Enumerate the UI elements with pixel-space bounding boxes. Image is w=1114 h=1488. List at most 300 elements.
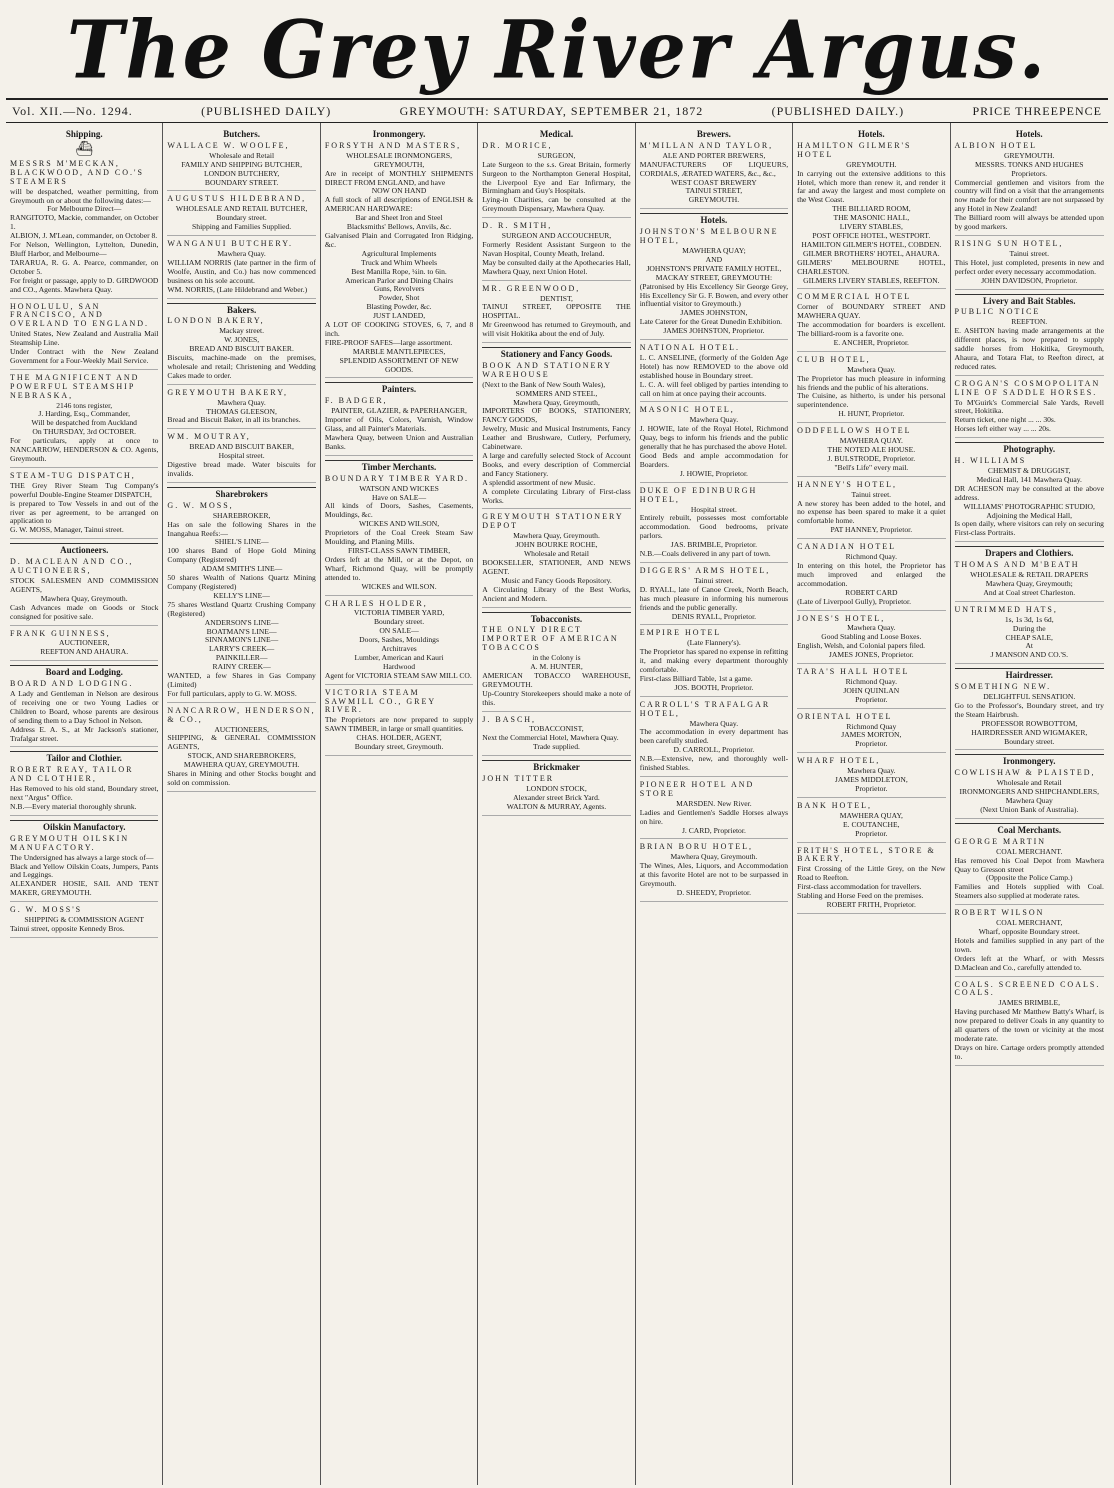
advertisement-line: SPLENDID ASSORTMENT OF NEW GOODS. bbox=[339, 355, 459, 374]
advertisement bbox=[797, 481, 945, 539]
advertisement-line: Proprietor. bbox=[855, 739, 888, 749]
advertisement-title: ORIENTAL HOTEL bbox=[797, 711, 893, 721]
advertisement-line: (Patronised by His Excellency Sir George Grey, His Excellency Sir G. F. Bowen, and every other influential visitor to Greymouth.) bbox=[639, 281, 789, 309]
advertisement-line: ROBERT FRITH, Proprietor. bbox=[826, 899, 916, 909]
advertisement-line: Drays on hire. Cartage orders promptly attended to. bbox=[954, 1042, 1104, 1061]
advertisement-title: ODDFELLOWS HOTEL bbox=[797, 426, 912, 436]
advertisement-line: HAMILTON GILMER'S HOTEL, COBDEN. bbox=[801, 239, 942, 249]
advertisement-line: POST OFFICE HOTEL, WESTPORT. bbox=[812, 230, 931, 240]
advertisement-line: (Opposite the Police Camp.) bbox=[986, 873, 1073, 883]
advertisement-line: J. HOWIE, Proprietor. bbox=[679, 468, 748, 478]
advertisement-line: STOCK, AND SHAREBROKERS, bbox=[187, 751, 296, 761]
advertisement-line: Address E. A. S., at Mr Jackson's stationer, Trafalgar street. bbox=[10, 724, 159, 743]
advertisement-line: WHOLESALE AND RETAIL BUTCHER, bbox=[175, 204, 308, 214]
advertisement-line: Wholesale and Retail bbox=[524, 549, 589, 559]
advertisement-line: J. BULSTRODE, Proprietor. bbox=[827, 453, 916, 463]
advertisement-title: WALLACE W. WOOLFE, bbox=[167, 140, 290, 150]
advertisement-line: SOMMERS AND STEEL, bbox=[515, 388, 598, 398]
advertisement-title: JOHN TITTER bbox=[482, 774, 555, 784]
advertisement-line: CHEAP SALE, bbox=[1005, 632, 1053, 642]
advertisement bbox=[797, 847, 945, 914]
advertisement bbox=[640, 344, 788, 402]
advertisement-line: AND bbox=[705, 254, 723, 264]
advertisement-line: A splendid assortment of new Music. bbox=[482, 477, 596, 487]
advertisement-line: PROFESSOR ROWBOTTOM, bbox=[981, 718, 1078, 728]
advertisement-title: WM. MOUTRAY, bbox=[167, 432, 251, 442]
advertisement-line: Hospital street. bbox=[690, 504, 737, 514]
advertisement bbox=[10, 374, 158, 468]
advertisement bbox=[955, 606, 1104, 664]
volume-number: Vol. XII.—No. 1294. bbox=[12, 103, 133, 118]
advertisement-line: Go to the Professor's, Boundary street, and try the Steam Hairbrush. bbox=[954, 700, 1104, 719]
section-heading: Painters. bbox=[325, 382, 473, 394]
advertisement-line: The accommodation in every department has been carefully studied. bbox=[639, 727, 789, 746]
advertisement-title: COMMERCIAL HOTEL bbox=[797, 292, 912, 302]
advertisement bbox=[640, 843, 788, 901]
advertisement-line: SURGEON, bbox=[537, 150, 576, 160]
advertisement-line: THE MASONIC HALL, bbox=[833, 213, 910, 223]
advertisement-line: JAMES MIDDLETON, bbox=[834, 775, 908, 785]
advertisement bbox=[10, 558, 158, 625]
advertisement bbox=[797, 427, 945, 477]
advertisement-line: During the bbox=[1012, 623, 1046, 633]
advertisement-line: JAS. BRIMBLE, Proprietor. bbox=[670, 540, 758, 550]
advertisement-line: BOATMAN'S LINE— bbox=[206, 626, 277, 636]
advertisement-line: THE BILLIARD ROOM, bbox=[831, 204, 911, 214]
advertisement-title: WANGANUI BUTCHERY. bbox=[167, 239, 294, 249]
advertisement-title: DR. MORICE, bbox=[482, 140, 553, 150]
advertisement-line: ALE AND PORTER BREWERS, bbox=[662, 150, 766, 160]
advertisement-line: WILLIAMS' PHOTOGRAPHIC STUDIO, bbox=[963, 501, 1095, 511]
advertisement-line: Black and Yellow Oilskin Coats, Jumpers, Pants and Leggings. bbox=[10, 861, 159, 880]
section-heading: Bakers. bbox=[167, 303, 315, 315]
section-heading: Hotels. bbox=[640, 213, 788, 225]
advertisement-line: For Melbourne Direct— bbox=[47, 204, 122, 214]
advertisement-title: PUBLIC NOTICE bbox=[954, 307, 1041, 317]
advertisement-line: Agent for VICTORIA STEAM SAW MILL CO. bbox=[324, 670, 472, 680]
advertisement-line: E. COUTANCHE, bbox=[843, 819, 900, 829]
advertisement-line: JAMES BRIMBLE, bbox=[998, 998, 1061, 1008]
advertisement-line: E. ANCHER, Proprietor. bbox=[833, 337, 909, 347]
advertisement-line: GILMERS' MELBOURNE HOTEL, CHARLESTON. bbox=[797, 257, 946, 276]
column-2 bbox=[163, 123, 320, 1485]
advertisement-line: DR ACHESON may be consulted at the above address. bbox=[954, 483, 1104, 502]
advertisement-line: Ladies and Gentlemen's Saddle Horses always on hire. bbox=[639, 807, 789, 826]
advertisement-line: LONDON STOCK, bbox=[526, 784, 587, 793]
advertisement-line: A full stock of all descriptions of ENGLISH & AMERICAN HARDWARE: bbox=[324, 195, 474, 214]
advertisement-line: Return ticket, one night ... ... 30s. bbox=[954, 415, 1056, 425]
advertisement-title: M'MILLAN AND TAYLOR, bbox=[639, 140, 774, 150]
advertisement bbox=[797, 757, 945, 798]
advertisement bbox=[955, 561, 1104, 602]
steamship-icon: ⛴ bbox=[75, 141, 94, 157]
price: PRICE THREEPENCE bbox=[972, 103, 1102, 118]
advertisement-line: Tainui street. bbox=[694, 575, 734, 585]
advertisement-line: JAMES JONES, Proprietor. bbox=[828, 650, 914, 660]
advertisement-line: TAINUI STREET, OPPOSITE THE HOSPITAL. bbox=[482, 302, 631, 321]
advertisement-line: Late Caterer for the Great Dunedin Exhibition. bbox=[639, 317, 783, 327]
advertisement bbox=[325, 689, 473, 756]
advertisement-line: In entering on this hotel, the Proprietor has much improved and enlarged the accommodation. bbox=[797, 560, 946, 588]
section-heading: Shipping. bbox=[65, 129, 103, 139]
section-heading: Hotels. bbox=[857, 129, 885, 139]
advertisement-line: Orders left at the Wharf, or with Messrs D.Maclean and Co., carefully attended to. bbox=[954, 953, 1104, 972]
advertisement bbox=[640, 629, 788, 696]
column-7 bbox=[951, 123, 1108, 1485]
advertisement-title: F. BADGER, bbox=[324, 396, 388, 406]
advertisement-line: Lumber, American and Kauri bbox=[354, 652, 444, 662]
advertisement-line: E. ASHTON having made arrangements at the different places, is now prepared to supply saddle horses from Hokitika, Greymouth, Ahaura, and Totara Flat, to Reefton direct, at reduced rates. bbox=[954, 326, 1104, 371]
advertisement-line: TARARUA, R. G. A. Pearce, commander, on October 5. bbox=[10, 257, 159, 276]
advertisement-line: On THURSDAY, 3rd OCTOBER. bbox=[32, 427, 137, 437]
advertisement-line: Boundary street, Greymouth. bbox=[354, 742, 444, 752]
advertisement-line: DELIGHTFUL SENSATION. bbox=[983, 692, 1076, 702]
advertisement-line: (Next to the Bank of New South Wales), bbox=[482, 379, 606, 389]
advertisement-line: SHAREBROKER, bbox=[212, 510, 271, 520]
advertisement-line: THOMAS GLEESON, bbox=[206, 406, 277, 416]
advertisement-line: Mawhera Quay. bbox=[689, 718, 739, 728]
advertisement-line: ANDERSON'S LINE— bbox=[204, 617, 279, 627]
advertisement-line: J. Harding, Esq., Commander, bbox=[38, 409, 131, 419]
advertisement-line: D. CARROLL, Proprietor. bbox=[673, 745, 755, 755]
advertisement-line: GREYMOUTH. bbox=[846, 159, 897, 169]
advertisement-line: Good Stabling and Loose Boxes. bbox=[821, 632, 922, 642]
advertisement-line: FAMILY AND SHIPPING BUTCHER, bbox=[181, 159, 302, 169]
advertisement-line: Guns, Revolvers bbox=[373, 284, 425, 294]
advertisement-line: FIRST-CLASS SAWN TIMBER, bbox=[347, 545, 451, 555]
advertisement-line: LARRY'S CREEK— bbox=[208, 644, 275, 654]
advertisement-line: WICKES AND WILSON, bbox=[358, 519, 440, 529]
advertisement bbox=[797, 543, 945, 610]
advertisement-line: Are in receipt of MONTHLY SHIPMENTS DIRECT FROM ENGLAND, and have bbox=[324, 168, 474, 187]
advertisement-line: Have on SALE— bbox=[372, 492, 427, 502]
advertisement-title: THE ONLY DIRECT IMPORTER OF AMERICAN TOBACCOS bbox=[482, 625, 619, 653]
advertisement-title: H. WILLIAMS bbox=[954, 456, 1027, 466]
published-daily-right: (PUBLISHED DAILY.) bbox=[771, 103, 905, 118]
advertisement-line: THE NOTED ALE HOUSE. bbox=[827, 445, 916, 454]
advertisement-line: IMPORTERS OF BOOKS, STATIONERY, FANCY GOODS, bbox=[482, 406, 631, 425]
advertisement-line: D. SHEEDY, Proprietor. bbox=[676, 887, 752, 897]
advertisement-line: Hotels and families supplied in any part of the town. bbox=[954, 935, 1104, 954]
advertisement bbox=[955, 909, 1104, 976]
section-heading: Hairdresser. bbox=[955, 668, 1104, 680]
advertisement-line: Mawhera Quay. bbox=[847, 364, 896, 374]
advertisement-title: D. MACLEAN AND CO., AUCTIONEERS, bbox=[10, 557, 134, 576]
advertisement-line: Boundary street. bbox=[373, 617, 425, 627]
advertisement-line: COAL MERCHANT, bbox=[996, 918, 1063, 928]
advertisement-line: is prepared to Tow Vessels in and out of the river as per agreement, to be arranged on application to bbox=[10, 498, 159, 526]
advertisement bbox=[640, 228, 788, 340]
advertisement-line: ADAM SMITH'S LINE— bbox=[201, 564, 283, 574]
advertisement bbox=[167, 142, 315, 192]
advertisement-line: The Proprietor has spared no expense in refitting it, and making every department thoroughly comfortable. bbox=[639, 647, 789, 675]
advertisement-title: HANNEY'S HOTEL, bbox=[797, 479, 897, 489]
advertisement-line: SINNAMON'S LINE— bbox=[204, 635, 279, 645]
advertisement-line: Up-Country Storekeepers should make a note of this. bbox=[482, 688, 631, 707]
advertisement-line: Mr Greenwood has returned to Greymouth, and will visit Hokitika about the end of July. bbox=[482, 320, 631, 339]
advertisement-title: DUKE OF EDINBURGH HOTEL, bbox=[639, 485, 758, 504]
advertisement-line: Under Contract with the New Zealand Government for a Four-Weekly Mail Service. bbox=[10, 347, 159, 365]
advertisement-line: FIRE-PROOF SAFES—large assortment. bbox=[324, 337, 453, 347]
advertisement-line: For freight or passage, apply to D. GIRDWOOD and CO., Agents. Mawhera Quay. bbox=[10, 275, 159, 294]
advertisement-line: Tainui street. bbox=[1009, 248, 1050, 258]
advertisement-line: Alexander street Brick Yard. bbox=[513, 792, 600, 802]
advertisement bbox=[640, 567, 788, 625]
advertisement-line: First-class Billiard Table, 1st a game. bbox=[639, 673, 753, 683]
advertisement-line: Powder, Shot bbox=[378, 293, 420, 303]
advertisement-line: KELLY'S LINE— bbox=[213, 590, 270, 600]
advertisement-title: ROBERT WILSON bbox=[954, 908, 1045, 918]
advertisement-line: Adjoining the Medical Hall, bbox=[986, 510, 1073, 520]
advertisement-line: Bar and Sheet Iron and Steel bbox=[355, 213, 443, 223]
advertisement-line: MARBLE MANTLEPIECES, bbox=[352, 346, 446, 356]
advertisement bbox=[955, 981, 1104, 1066]
advertisement-line: Truck and Whim Wheels bbox=[361, 257, 438, 267]
advertisement bbox=[955, 308, 1104, 375]
advertisement-line: TOBACCONIST, bbox=[529, 724, 584, 734]
advertisement-line: WEST COAST BREWERY bbox=[671, 177, 757, 187]
advertisement bbox=[325, 475, 473, 596]
advertisement-line: L. C. A. will feel obliged by parties intending to call on him at once paying their accounts. bbox=[639, 379, 789, 398]
advertisement-title: CHARLES HOLDER, bbox=[324, 598, 428, 608]
advertisement-line: Agricultural Implements bbox=[361, 248, 437, 258]
advertisement bbox=[955, 769, 1104, 819]
advertisement bbox=[797, 713, 945, 754]
advertisement-line: A complete Circulating Library of First-class Works. bbox=[482, 486, 631, 505]
section-heading: Livery and Bait Stables. bbox=[955, 294, 1104, 306]
advertisement-title: UNTRIMMED HATS, bbox=[954, 604, 1058, 614]
advertisement-line: VICTORIA TIMBER YARD, bbox=[353, 608, 445, 618]
advertisement-title: JONES'S HOTEL, bbox=[797, 613, 886, 623]
advertisement-line: Mawhera Quay, Greymouth; bbox=[985, 578, 1073, 588]
advertisement-line: RAINY CREEK— bbox=[212, 662, 271, 672]
advertisement bbox=[482, 775, 630, 816]
advertisement-line: L. C. ANSELINE, (formerly of the Golden Age Hotel) has now REMOVED to the above old established house in Boundary street. bbox=[639, 352, 789, 380]
advertisement bbox=[167, 195, 315, 236]
advertisement-line: AUCTIONEER, bbox=[59, 638, 110, 648]
advertisement bbox=[167, 317, 315, 384]
advertisement-line: REEFTON. bbox=[1011, 317, 1048, 327]
advertisement-line: Galvanised Plain and Corrugated Iron Ridging, &c. bbox=[324, 230, 474, 249]
advertisement-title: RISING SUN HOTEL, bbox=[954, 238, 1064, 248]
advertisement-line: First Crossing of the Little Grey, on the New Road to Reefton. bbox=[797, 864, 946, 883]
advertisement-title: JOHNSTON'S MELBOURNE HOTEL, bbox=[639, 227, 779, 246]
section-heading: Hotels. bbox=[1015, 129, 1043, 139]
advertisement-title: WHARF HOTEL, bbox=[797, 756, 881, 766]
advertisement-line: MAWHERA QUAY. bbox=[839, 436, 903, 446]
advertisement-line: J. HOWIE, late of the Royal Hotel, Richmond Quay, begs to inform his friends and the public generally that he has purchased the above Hotel. bbox=[639, 424, 789, 452]
advertisement bbox=[797, 356, 945, 423]
section-heading: Butchers. bbox=[223, 129, 260, 139]
section-heading: Tailor and Clothier. bbox=[10, 751, 158, 763]
advertisement-line: Wharf, opposite Boundary street. bbox=[978, 926, 1080, 936]
advertisement-line: Orders left at the Mill, or at the Depot, on Wharf, Richmond Quay, will be promptly attended to. bbox=[324, 554, 474, 582]
advertisement bbox=[10, 303, 158, 370]
advertisement-line: CHEMIST & DRUGGIST, bbox=[987, 466, 1071, 475]
advertisement bbox=[955, 240, 1104, 290]
advertisement-line: MANUFACTURERS OF LIQUEURS, CORDIALS, ÆRATED WATERS, &c., &c., bbox=[639, 159, 789, 178]
advertisement-line: ALEXANDER HOSIE, SAIL AND TENT MAKER, GREYMOUTH. bbox=[10, 879, 159, 898]
advertisement-title: D. R. SMITH, bbox=[482, 221, 553, 231]
advertisement-line: Will be despatched from Auckland bbox=[31, 418, 137, 428]
advertisement-line: Cash Advances made on Goods or Stock consigned for positive sale. bbox=[10, 602, 159, 621]
advertisement-line: American Parlor and Dining Chairs bbox=[345, 275, 454, 285]
advertisement-line: PAINTER, GLAZIER, & PAPERHANGER, bbox=[331, 406, 467, 416]
advertisement-line: Has Removed to his old stand, Boundary street, next "Argus" Office. bbox=[10, 784, 159, 803]
advertisement-line: GILMERS LIVERY STABLES, REEFTON. bbox=[803, 275, 940, 285]
advertisement-line: English, Welsh, and Colonial papers filed. bbox=[797, 641, 926, 651]
advertisement-line: Stabling and Horse Feed on the premises. bbox=[797, 891, 924, 901]
section-heading: Sharebrokers bbox=[167, 487, 315, 499]
advertisement-title: NANCARROW, HENDERSON, & CO., bbox=[167, 705, 316, 724]
advertisement bbox=[797, 142, 945, 290]
advertisement-line: BREAD AND BISCUIT BAKER, bbox=[189, 442, 294, 452]
advertisement-title: HAMILTON GILMER'S HOTEL bbox=[797, 140, 912, 159]
advertisement bbox=[797, 802, 945, 843]
advertisement-line: PAINKILLER— bbox=[215, 653, 268, 663]
advertisement-line: G. W. MOSS, Manager, Tainui street. bbox=[10, 525, 124, 535]
masthead bbox=[6, 0, 1108, 100]
advertisement-line: Commercial gentlemen and visitors from the country will find on a visit that the arrangements now made for their comfort are not surpassed by any Hotel in New Zealand! bbox=[954, 177, 1104, 214]
advertisement-line: Wholesale and Retail bbox=[996, 778, 1062, 788]
advertisement-title: COALS. SCREENED COALS. COALS. bbox=[954, 979, 1101, 998]
advertisement-line: The accommodation for boarders is excellent. The billiard-room is a favorite one. bbox=[797, 320, 946, 339]
advertisement-line: And at Coal street Charleston. bbox=[983, 587, 1076, 597]
advertisement-line: Boundary street. bbox=[216, 213, 267, 223]
advertisement-line: For Nelson, Wellington, Lyttelton, Dunedin, Bluff Harbor, and Melbourne— bbox=[10, 240, 159, 258]
advertisement bbox=[797, 615, 945, 665]
advertisement bbox=[10, 680, 158, 747]
advertisement-title: BOOK AND STATIONERY WAREHOUSE bbox=[482, 360, 612, 379]
advertisement bbox=[955, 457, 1104, 542]
advertisement bbox=[10, 472, 158, 539]
section-heading: Oilskin Manufactory. bbox=[10, 820, 158, 832]
advertisement-line: The Proprietors are now prepared to supply SAWN TIMBER, in large or small quantities. bbox=[324, 715, 474, 734]
advertisement-line: Wholesale and Retail bbox=[209, 150, 275, 160]
advertisement-line: United States, New Zealand and Australia Mail Steamship Line. bbox=[10, 329, 159, 348]
advertisement-line: WM. NORRIS, (Late Hildebrand and Weber.) bbox=[167, 284, 308, 294]
advertisement-line: "Bell's Life" every mail. bbox=[834, 462, 909, 472]
advertisement-title: GREYMOUTH STATIONERY DEPOT bbox=[482, 512, 624, 531]
advertisement-line: Proprietor. bbox=[855, 694, 888, 704]
dateline bbox=[6, 100, 1108, 123]
advertisement bbox=[167, 433, 315, 483]
advertisement-line: D. RYALL, late of Canoe Creek, North Beach, has much pleasure in informing his numerous friends and the public generally. bbox=[639, 584, 789, 612]
section-heading: Auctioneers. bbox=[10, 543, 158, 555]
advertisement-line: N.B.—Extensive, new, and thoroughly well-finished Stables. bbox=[639, 754, 789, 773]
advertisement-title: G. W. MOSS, bbox=[167, 500, 234, 510]
advertisement-line: Corner of BOUNDARY STREET AND MAWHERA QUAY. bbox=[797, 302, 946, 321]
advertisement-title: GREYMOUTH OILSKIN MANUFACTORY. bbox=[10, 833, 130, 852]
section-heading: Stationery and Fancy Goods. bbox=[482, 347, 630, 359]
advertisement-line: The Cuisine, as hitherto, is under his personal superintendence. bbox=[797, 391, 946, 410]
advertisement-line: A. M. HUNTER, bbox=[530, 662, 583, 672]
advertisement-title: PIONEER HOTEL AND STORE bbox=[639, 780, 755, 798]
advertisement-line: A LOT OF COOKING STOVES, 6, 7, and 8 inch. bbox=[324, 320, 474, 338]
advertisement-line: SHIEL'S LINE— bbox=[214, 537, 269, 547]
advertisement-line: PAT HANNEY, Proprietor. bbox=[830, 525, 913, 535]
advertisement-line: (Late of Liverpool Gully), Proprietor. bbox=[797, 596, 911, 606]
column-6 bbox=[793, 123, 950, 1485]
advertisement-line: DENTIST, bbox=[539, 293, 573, 303]
advertisement-title: THOMAS AND M'BEATH bbox=[954, 560, 1080, 570]
advertisement-title: ALBION HOTEL bbox=[954, 140, 1037, 150]
advertisement-line: J. CARD, Proprietor. bbox=[681, 825, 746, 835]
advertisement-line: MESSRS. TONKS AND HUGHES bbox=[974, 159, 1084, 169]
advertisement-title: NATIONAL HOTEL. bbox=[639, 343, 741, 353]
advertisement bbox=[325, 397, 473, 455]
advertisement-line: will be despatched, weather permitting, from Greymouth on or about the following dates:— bbox=[10, 186, 159, 205]
advertisement-line: JOS. BOOTH, Proprietor. bbox=[674, 682, 754, 692]
section-heading: Ironmongery. bbox=[955, 754, 1104, 766]
advertisement-line: Formerly Resident Assistant Surgeon to the Navan Hospital, County Meath, Ireland. bbox=[482, 239, 631, 258]
advertisement-title: STEAM-TUG DISPATCH, bbox=[10, 470, 136, 480]
advertisement-line: (Next Union Bank of Australia). bbox=[980, 805, 1079, 814]
advertisement-title: THE MAGNIFICENT AND POWERFUL STEAMSHIP NEBRASKA, bbox=[10, 372, 140, 400]
advertisement-line: in the Colony is bbox=[532, 653, 581, 663]
advertisement-line: The Undersigned has always a large stock of— bbox=[10, 852, 154, 862]
advertisement-line: Mawhera Quay. bbox=[217, 248, 266, 258]
advertisement-line: N.B.—Every material thoroughly shrunk. bbox=[10, 802, 137, 811]
published-daily-left: (PUBLISHED DAILY) bbox=[201, 103, 332, 118]
advertisement-title: DIGGERS' ARMS HOTEL, bbox=[639, 565, 771, 575]
advertisement bbox=[167, 240, 315, 298]
advertisement-line: A Circulating Library of the Best Works, Ancient and Modern. bbox=[482, 584, 631, 603]
section-heading: Timber Merchants. bbox=[325, 460, 473, 472]
advertisement-line: 75 shares Westland Quartz Crushing Company (Registered) bbox=[167, 599, 316, 618]
advertisement-line: MACKAY STREET, GREYMOUTH: bbox=[655, 272, 773, 282]
columns-container bbox=[6, 123, 1108, 1485]
advertisement-line: (Late Flannery's). bbox=[687, 638, 741, 648]
advertisement-title: GREYMOUTH BAKERY, bbox=[167, 387, 288, 397]
section-heading: Brewers. bbox=[696, 129, 731, 139]
advertisement-line: BOUNDARY STREET. bbox=[204, 177, 279, 187]
advertisement-line: HAIRDRESSER AND WIGMAKER, bbox=[971, 727, 1088, 737]
advertisement-line: Boundary street. bbox=[1004, 736, 1055, 746]
advertisement bbox=[482, 513, 630, 607]
advertisement-line: WILLIAM NORRIS (late partner in the firm of Woolfe, Austin, and Co.) has now commenced business on his sole account. bbox=[167, 257, 316, 285]
advertisement-line: Bread and Biscuit Baker, in all its branches. bbox=[167, 415, 301, 425]
advertisement-line: Horses left either way ... ... 20s. bbox=[954, 424, 1051, 434]
advertisement-line: May be consulted daily at the Apothecaries Hall, Mawhera Quay, next Union Hotel. bbox=[482, 257, 631, 276]
advertisement-title: ROBERT REAY, TAILOR AND CLOTHIER, bbox=[10, 765, 134, 784]
column-5 bbox=[636, 123, 793, 1485]
advertisement-line: REEFTON AND AHAURA. bbox=[40, 647, 129, 657]
advertisement-line: Mawhera Quay, Greymouth. bbox=[670, 852, 758, 862]
advertisement-title: J. BASCH, bbox=[482, 714, 537, 724]
advertisement-line: Mawhera Quay. bbox=[217, 397, 266, 407]
advertisement-line: Biscuits, machine-made on the premises, wholesale and retail; Christening and Wedding Cakes made to order. bbox=[167, 353, 316, 380]
advertisement-line: WATSON AND WICKES bbox=[359, 483, 439, 493]
advertisement-line: Medical Hall, 141 Mawhera Quay. bbox=[976, 474, 1082, 484]
advertisement-line: Mawhera Quay. bbox=[847, 623, 896, 633]
advertisement-line: Proprietors of the Coal Creek Steam Saw Moulding, and Planing Mills. bbox=[324, 528, 474, 547]
advertisement-line: RANGITOTO, Mackie, commander, on October 1. bbox=[10, 213, 159, 232]
advertisement-title: CANADIAN HOTEL bbox=[797, 542, 896, 552]
section-heading: Tobacconists. bbox=[482, 612, 630, 624]
advertisement-title: BANK HOTEL, bbox=[797, 800, 872, 810]
advertisement-line: Hospital street. bbox=[218, 451, 265, 461]
advertisement-line: J MANSON AND CO.'S. bbox=[990, 650, 1069, 660]
advertisement-line: JOHN BOURKE ROCHE, bbox=[515, 540, 598, 550]
advertisement-line: Tainui street, opposite Kennedy Bros. bbox=[10, 923, 125, 933]
section-heading: Medical. bbox=[539, 129, 574, 139]
advertisement bbox=[10, 835, 158, 902]
advertisement-line: THE Grey River Steam Tug Company's powerful Double-Engine Steamer DISPATCH, bbox=[10, 480, 159, 499]
advertisement-line: WALTON & MURRAY, Agents. bbox=[506, 801, 607, 811]
advertisement-title: CROGAN'S COSMOPOLITAN LINE OF SADDLE HORSES. bbox=[954, 378, 1101, 397]
advertisement-line: AUCTIONEERS, bbox=[214, 724, 269, 734]
